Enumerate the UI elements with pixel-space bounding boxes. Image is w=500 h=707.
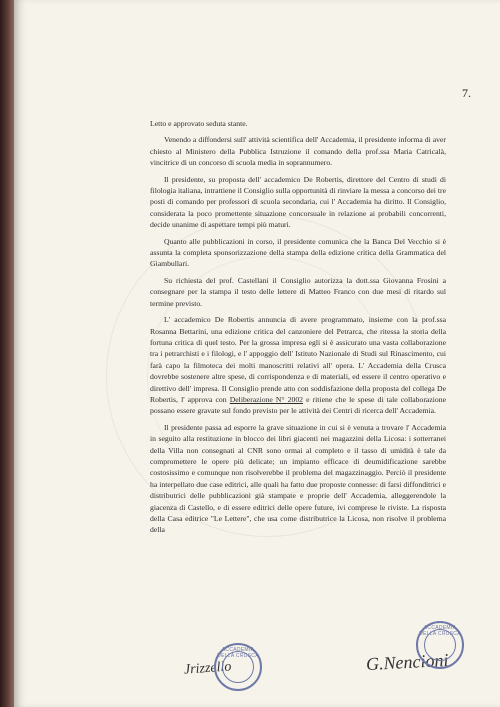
paragraph: Su richiesta del prof. Castellani il Consiglio autorizza la dott.ssa Giovanna Frosini a consegnare per la stampa il testo delle lettere di Matteo Franco con due mesi di ritardo sul termine previsto. [150,275,446,308]
paragraph-text: e ritiene che le spese di tale collaborazione possano essere gravate sul fondo previsto per le attività dei Centri di ricerca dell' Accademia. [150,394,446,416]
paragraph: Il presidente, su proposta dell' accademico De Robertis, direttore del Centro di studi di filologia italiana, intrattiene il Consiglio sulla opportunità di rinviare la messa a concorso dei tre posti di comando per professori di scuola secondaria, cui l' Accademia ha diritto. Il Consiglio, considerata la poco promettente situazione concorsuale in relazione ai probabili concorrenti, decide unanime di aspettare tempi più maturi. [150,174,446,230]
deliberation-reference: Deliberazione N° 2002 [229,394,304,404]
paragraph-text: L' accademico De Robertis annuncia di avere programmato, insieme con la prof.ssa Rosanna Bettarini, una edizione critica del canzoniere del Petrarca, che ritessa la storia della fortuna critica di quel testo. Per la grossa impresa egli si è assicurato una vasta collaborazione tra i petrarchisti e i filologi, e l' appoggio dell' Istituto Nazionale di Studi sul Rinascimento, cui farà capo la filmoteca dei molti manoscritti relativi all' opera. L' Accademia della Crusca dovrebbe sostenere altre spese, di corrispondenza e di materiali, ed essere il centro operativo e direttivo dell' impresa. Il Consiglio prende atto con soddisfazione della proposta del collega De Robertis, l' approva con [150,315,446,404]
stamp-right [416,621,464,669]
stamp-left-text: ACCADEMIA DELLA CRUSCA [217,647,259,659]
paragraph: Quanto alle pubblicazioni in corso, il presidente comunica che la Banca Del Vecchio si è assunta la completa sponsorizzazione della stampa della edizione critica della Grammatica del Giambullari. [150,236,446,269]
signature-left: Jrizzello [183,659,232,678]
paragraph [150,314,446,417]
minutes-body [150,118,446,541]
paragraph: Il presidente passa ad esporre la grave situazione in cui si è venuta a trovare l' Accademia in seguito alla restituzione in blocco dei libri giacenti nei magazzini della Licosa: i sotterranei della Villa non consegnati al CNR sono ormai al completo e il tasso di umidità è tale da compromettere le opere più delicate; un impianto efficace di deumidificazione sarebbe costosissimo e comunque non risolverebbe il problema del magazzinaggio. Perciò il presidente ha interpellato due case editrici, alle quali ha fatto due proposte connesse: di farsi diffonditrici e distributrici delle pubblicazioni già stampate e proprie dell' Accademia, alleggerendole la giacenza di Castello, e di essere editrici delle opere future, ivi comprese le riviste. La risposta della Casa editrice "Le Lettere", che usa come distributrice la Licosa, non risolve il problema della [150,422,446,535]
book-binding-edge [0,0,14,707]
document-page [14,0,500,707]
paragraph: Venendo a diffondersi sull' attività scientifica dell' Accademia, il presidente informa di aver chiesto al Ministero della Pubblica Istruzione il comando della prof.ssa Maria Catricalà, vincitrice di un concorso di scuola media in soprannumero. [150,135,446,168]
paragraph: Letto e approvato seduta stante. [150,119,248,128]
signature-right: G.Nencioni [365,649,449,675]
stamp-right-text: ACCADEMIA DELLA CRUSCA [419,625,461,637]
page-number: 7. [462,86,471,100]
stamp-left [214,643,262,691]
